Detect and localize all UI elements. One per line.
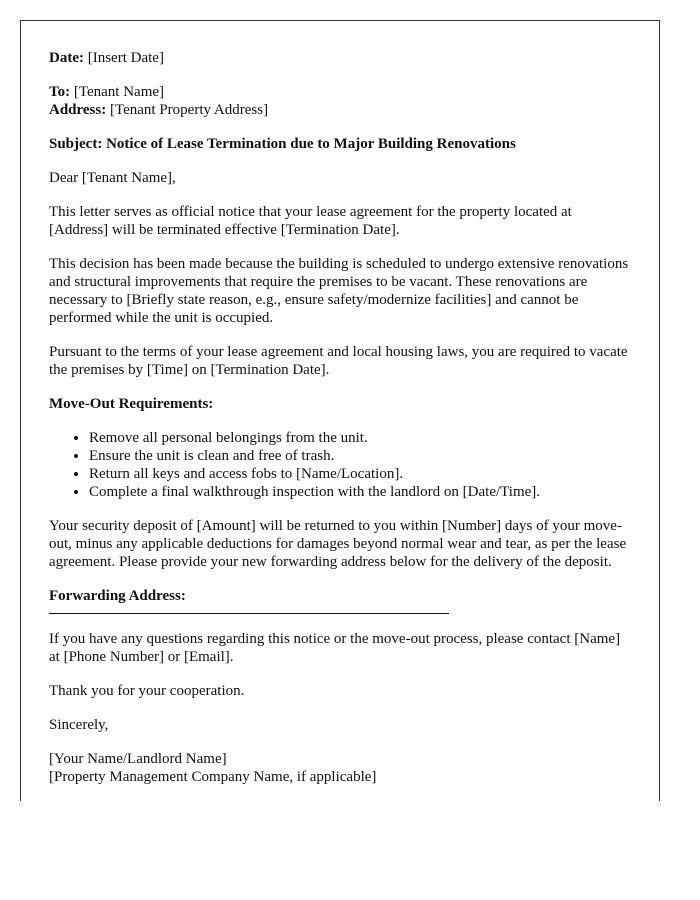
paragraph-vacate: Pursuant to the terms of your lease agreement and local housing laws, you are required to vacate the premises by [Time] on [Termination Date]. — [49, 344, 628, 378]
forwarding-heading-text: Forwarding Address: — [49, 588, 186, 604]
letter-content — [21, 21, 659, 786]
signature-name: [Your Name/Landlord Name] — [49, 751, 227, 767]
subject: Subject: Notice of Lease Termination due to Major Building Renovations — [49, 136, 516, 152]
date-value: [Insert Date] — [87, 50, 164, 66]
forwarding-address-line — [49, 605, 449, 614]
moveout-list — [49, 429, 631, 501]
list-item: • Ensure the unit is clean and free of trash. — [89, 447, 631, 465]
to-label: To: — [49, 84, 71, 100]
date-label: Date: — [49, 50, 84, 66]
subject-line — [49, 135, 631, 153]
closing: Sincerely, — [49, 717, 109, 733]
paragraph-notice: This letter serves as official notice that your lease agreement for the property located at [Address] will be terminated effective [Termination Date]. — [49, 204, 572, 238]
questions-paragraph: If you have any questions regarding this notice or the move-out process, please contact [Name] at [Phone Number] or [Email]. — [49, 631, 621, 665]
to-value: [Tenant Name] — [73, 84, 165, 100]
paragraph-reason: This decision has been made because the building is scheduled to undergo extensive renovations and structural improvements that require the premises to be vacant. These renovations are necessary to [Briefly state reason, e.g., ensure safety/modernize facilities] and cannot be performed while the unit is occupied. — [49, 256, 629, 326]
moveout-heading — [49, 395, 631, 413]
deposit-paragraph: Your security deposit of [Amount] will be returned to you within [Number] days of your move-out, minus any applicable deductions for damages beyond normal wear and tear, as per the lease agreement. Please provide your new forwarding address below for the delivery of the deposit. — [49, 518, 627, 570]
thanks: Thank you for your cooperation. — [49, 683, 245, 699]
forwarding-heading — [49, 587, 631, 605]
letter-page — [20, 20, 660, 801]
salutation: Dear [Tenant Name], — [49, 170, 176, 186]
list-item: • Return all keys and access fobs to [Name/Location]. — [89, 465, 631, 483]
list-item: • Complete a final walkthrough inspection with the landlord on [Date/Time]. — [89, 483, 631, 501]
list-item: • Remove all personal belongings from the unit. — [89, 429, 631, 447]
signature-company: [Property Management Company Name, if applicable] — [49, 769, 377, 785]
moveout-heading-text: Move-Out Requirements: — [49, 396, 214, 412]
signature-block — [49, 750, 631, 786]
address-label: Address: — [49, 102, 107, 118]
address-value: [Tenant Property Address] — [109, 102, 269, 118]
recipient-block — [49, 83, 631, 119]
date-line — [49, 49, 631, 67]
